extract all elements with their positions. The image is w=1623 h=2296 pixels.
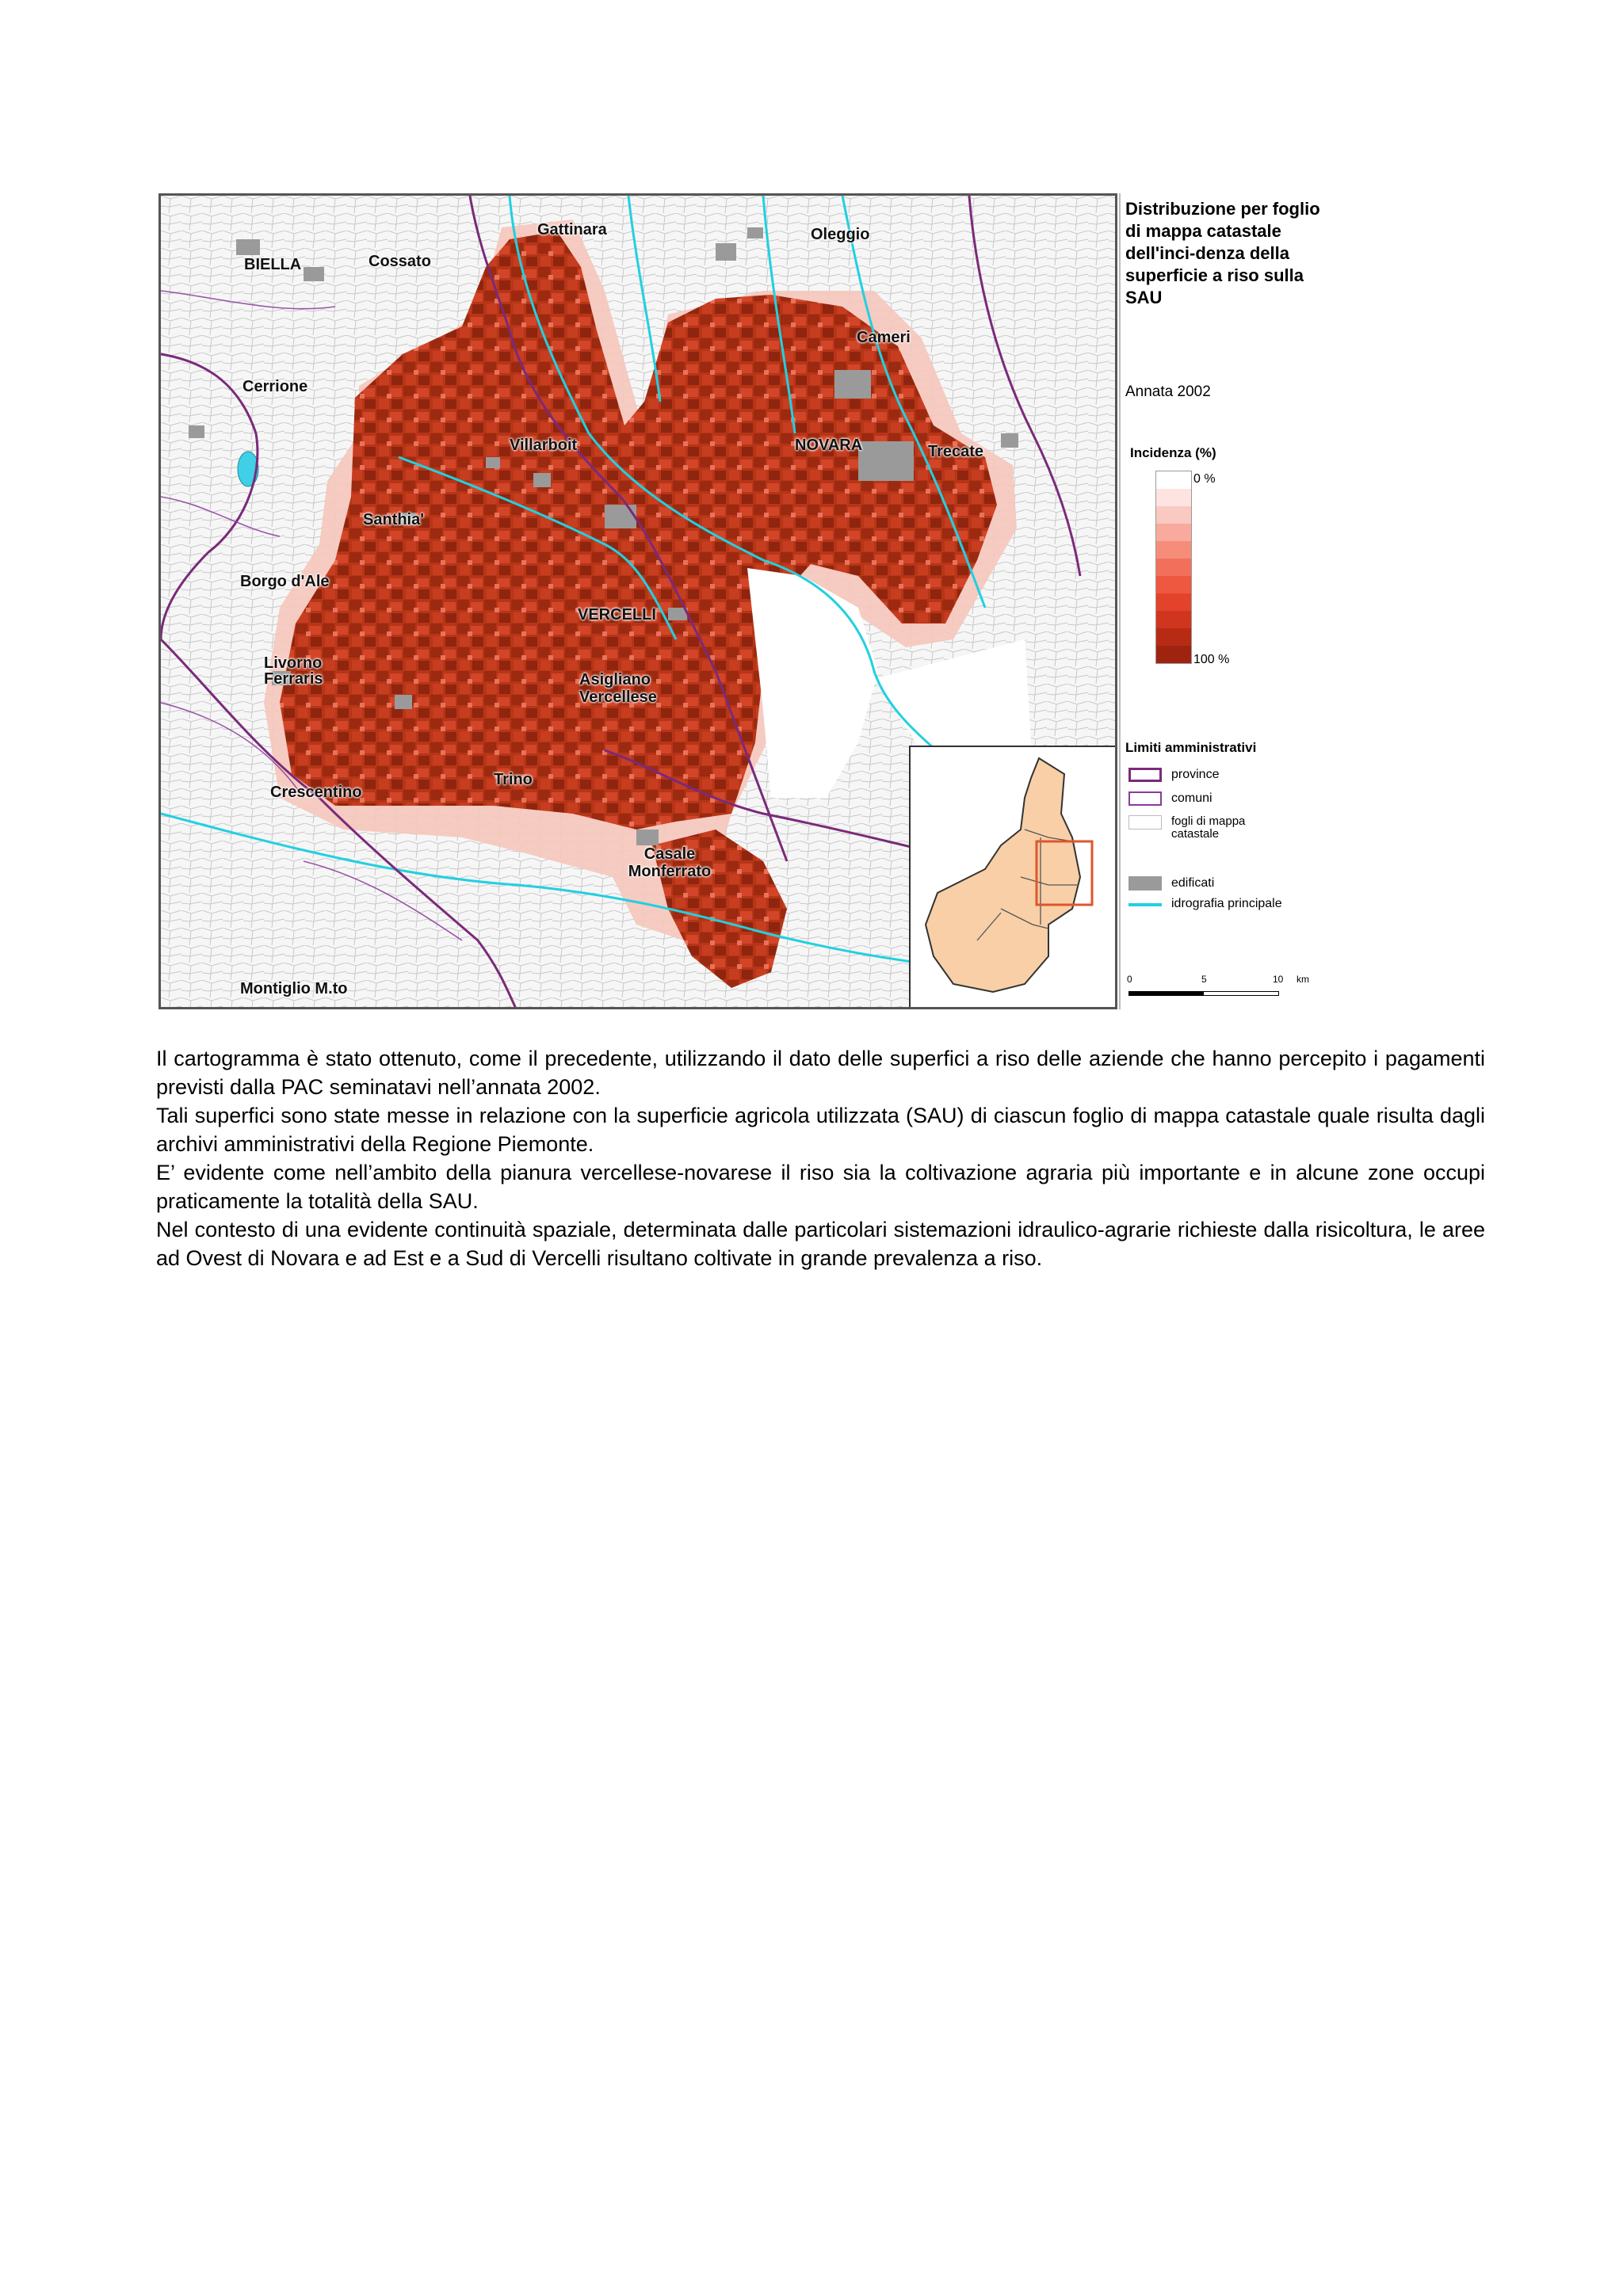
ramp-step-8	[1156, 611, 1191, 628]
comuni-swatch	[1128, 791, 1162, 806]
scale-zero: 0	[1127, 974, 1132, 985]
scale-bar-graphic	[1128, 991, 1279, 996]
place-vercelli: VERCELLI	[578, 606, 656, 624]
place-crescentino: Crescentino	[270, 784, 362, 801]
place-trino: Trino	[494, 771, 533, 788]
ramp-step-4	[1156, 541, 1191, 559]
ramp-step-2	[1156, 506, 1191, 524]
legend-title: Distribuzione per foglio di mappa catastale dell'inci-denza della superficie a riso sulla SAU	[1125, 199, 1320, 307]
ramp-step-6	[1156, 576, 1191, 593]
map-graphic	[161, 196, 1117, 1009]
map-figure	[158, 193, 1333, 1009]
edificati-swatch	[1128, 876, 1162, 891]
idrografia-swatch	[1128, 903, 1162, 906]
place-trecate: Trecate	[928, 443, 984, 460]
province-swatch	[1128, 768, 1162, 782]
rice-incidence-map	[158, 193, 1117, 1009]
place-novara: NOVARA	[795, 437, 863, 454]
place-casale-monferrato: Casale Monferrato	[628, 845, 712, 880]
scale-unit: km	[1296, 974, 1309, 985]
place-cossato: Cossato	[369, 253, 431, 270]
paragraph-3: E’ evidente come nell’ambito della pianura vercellese-novarese il riso sia la coltivazione agraria più importante e in alcune zone occupi praticamente la totalità della SAU.	[156, 1161, 1485, 1213]
paragraph-2: Tali superfici sono state messe in relazione con la superficie agricola utilizzata (SAU) di ciascun foglio di mappa catastale quale risulta dagli archivi amministrativi della Regione Piemonte.	[156, 1104, 1485, 1156]
place-villarboit: Villarboit	[510, 437, 578, 454]
place-gattinara: Gattinara	[537, 221, 607, 238]
place-asigliano-vercellese: Asigliano Vercellese	[579, 671, 657, 706]
place-oleggio: Oleggio	[811, 226, 870, 243]
scale-mid: 5	[1201, 974, 1207, 985]
edificati-label: edificati	[1171, 876, 1215, 890]
legend-year: Annata 2002	[1125, 383, 1211, 400]
place-cerrione: Cerrione	[242, 378, 308, 395]
place-biella: BIELLA	[244, 256, 302, 273]
scale-bar	[1127, 974, 1309, 997]
province-label: province	[1171, 768, 1220, 781]
place-santhia: Santhia'	[363, 511, 424, 528]
comuni-label: comuni	[1171, 791, 1212, 805]
map-legend	[1119, 193, 1333, 1009]
scale-end: 10	[1273, 974, 1284, 985]
fogli-label: fogli di mappa catastale	[1171, 814, 1246, 841]
place-montiglio: Montiglio M.to	[240, 980, 348, 997]
paragraph-1: Il cartogramma è stato ottenuto, come il precedente, utilizzando il dato delle superfici a riso delle aziende che hanno percepito i pagamenti previsti dalla PAC seminatavi nell’annata 2002.	[156, 1047, 1485, 1099]
idrografia-label: idrografia principale	[1171, 897, 1282, 910]
ramp-step-9	[1156, 628, 1191, 646]
ramp-step-3	[1156, 524, 1191, 541]
place-livorno-ferraris: Livorno Ferraris	[264, 654, 323, 688]
ramp-step-10	[1156, 646, 1191, 663]
ramp-min-label: 0 %	[1193, 472, 1216, 486]
limits-title: Limiti amministrativi	[1125, 740, 1257, 755]
paragraph-4: Nel contesto di una evidente continuità spaziale, determinata dalle particolari sistemazioni idraulico-agrarie richieste dalla risicoltura, le aree ad Ovest di Novara e ad Est e a Sud di Vercelli risultano coltivate in grande prevalenza a riso.	[156, 1218, 1485, 1270]
ramp-step-1	[1156, 489, 1191, 506]
incidence-color-ramp	[1155, 471, 1192, 664]
ramp-step-0	[1156, 471, 1191, 489]
ramp-max-label: 100 %	[1193, 653, 1230, 666]
body-text	[156, 1044, 1485, 1272]
place-cameri: Cameri	[857, 329, 911, 346]
ramp-step-7	[1156, 593, 1191, 611]
incidence-title: Incidenza (%)	[1130, 445, 1216, 460]
fogli-swatch	[1128, 815, 1162, 830]
ramp-step-5	[1156, 559, 1191, 576]
place-borgo-dale: Borgo d'Ale	[240, 573, 330, 590]
